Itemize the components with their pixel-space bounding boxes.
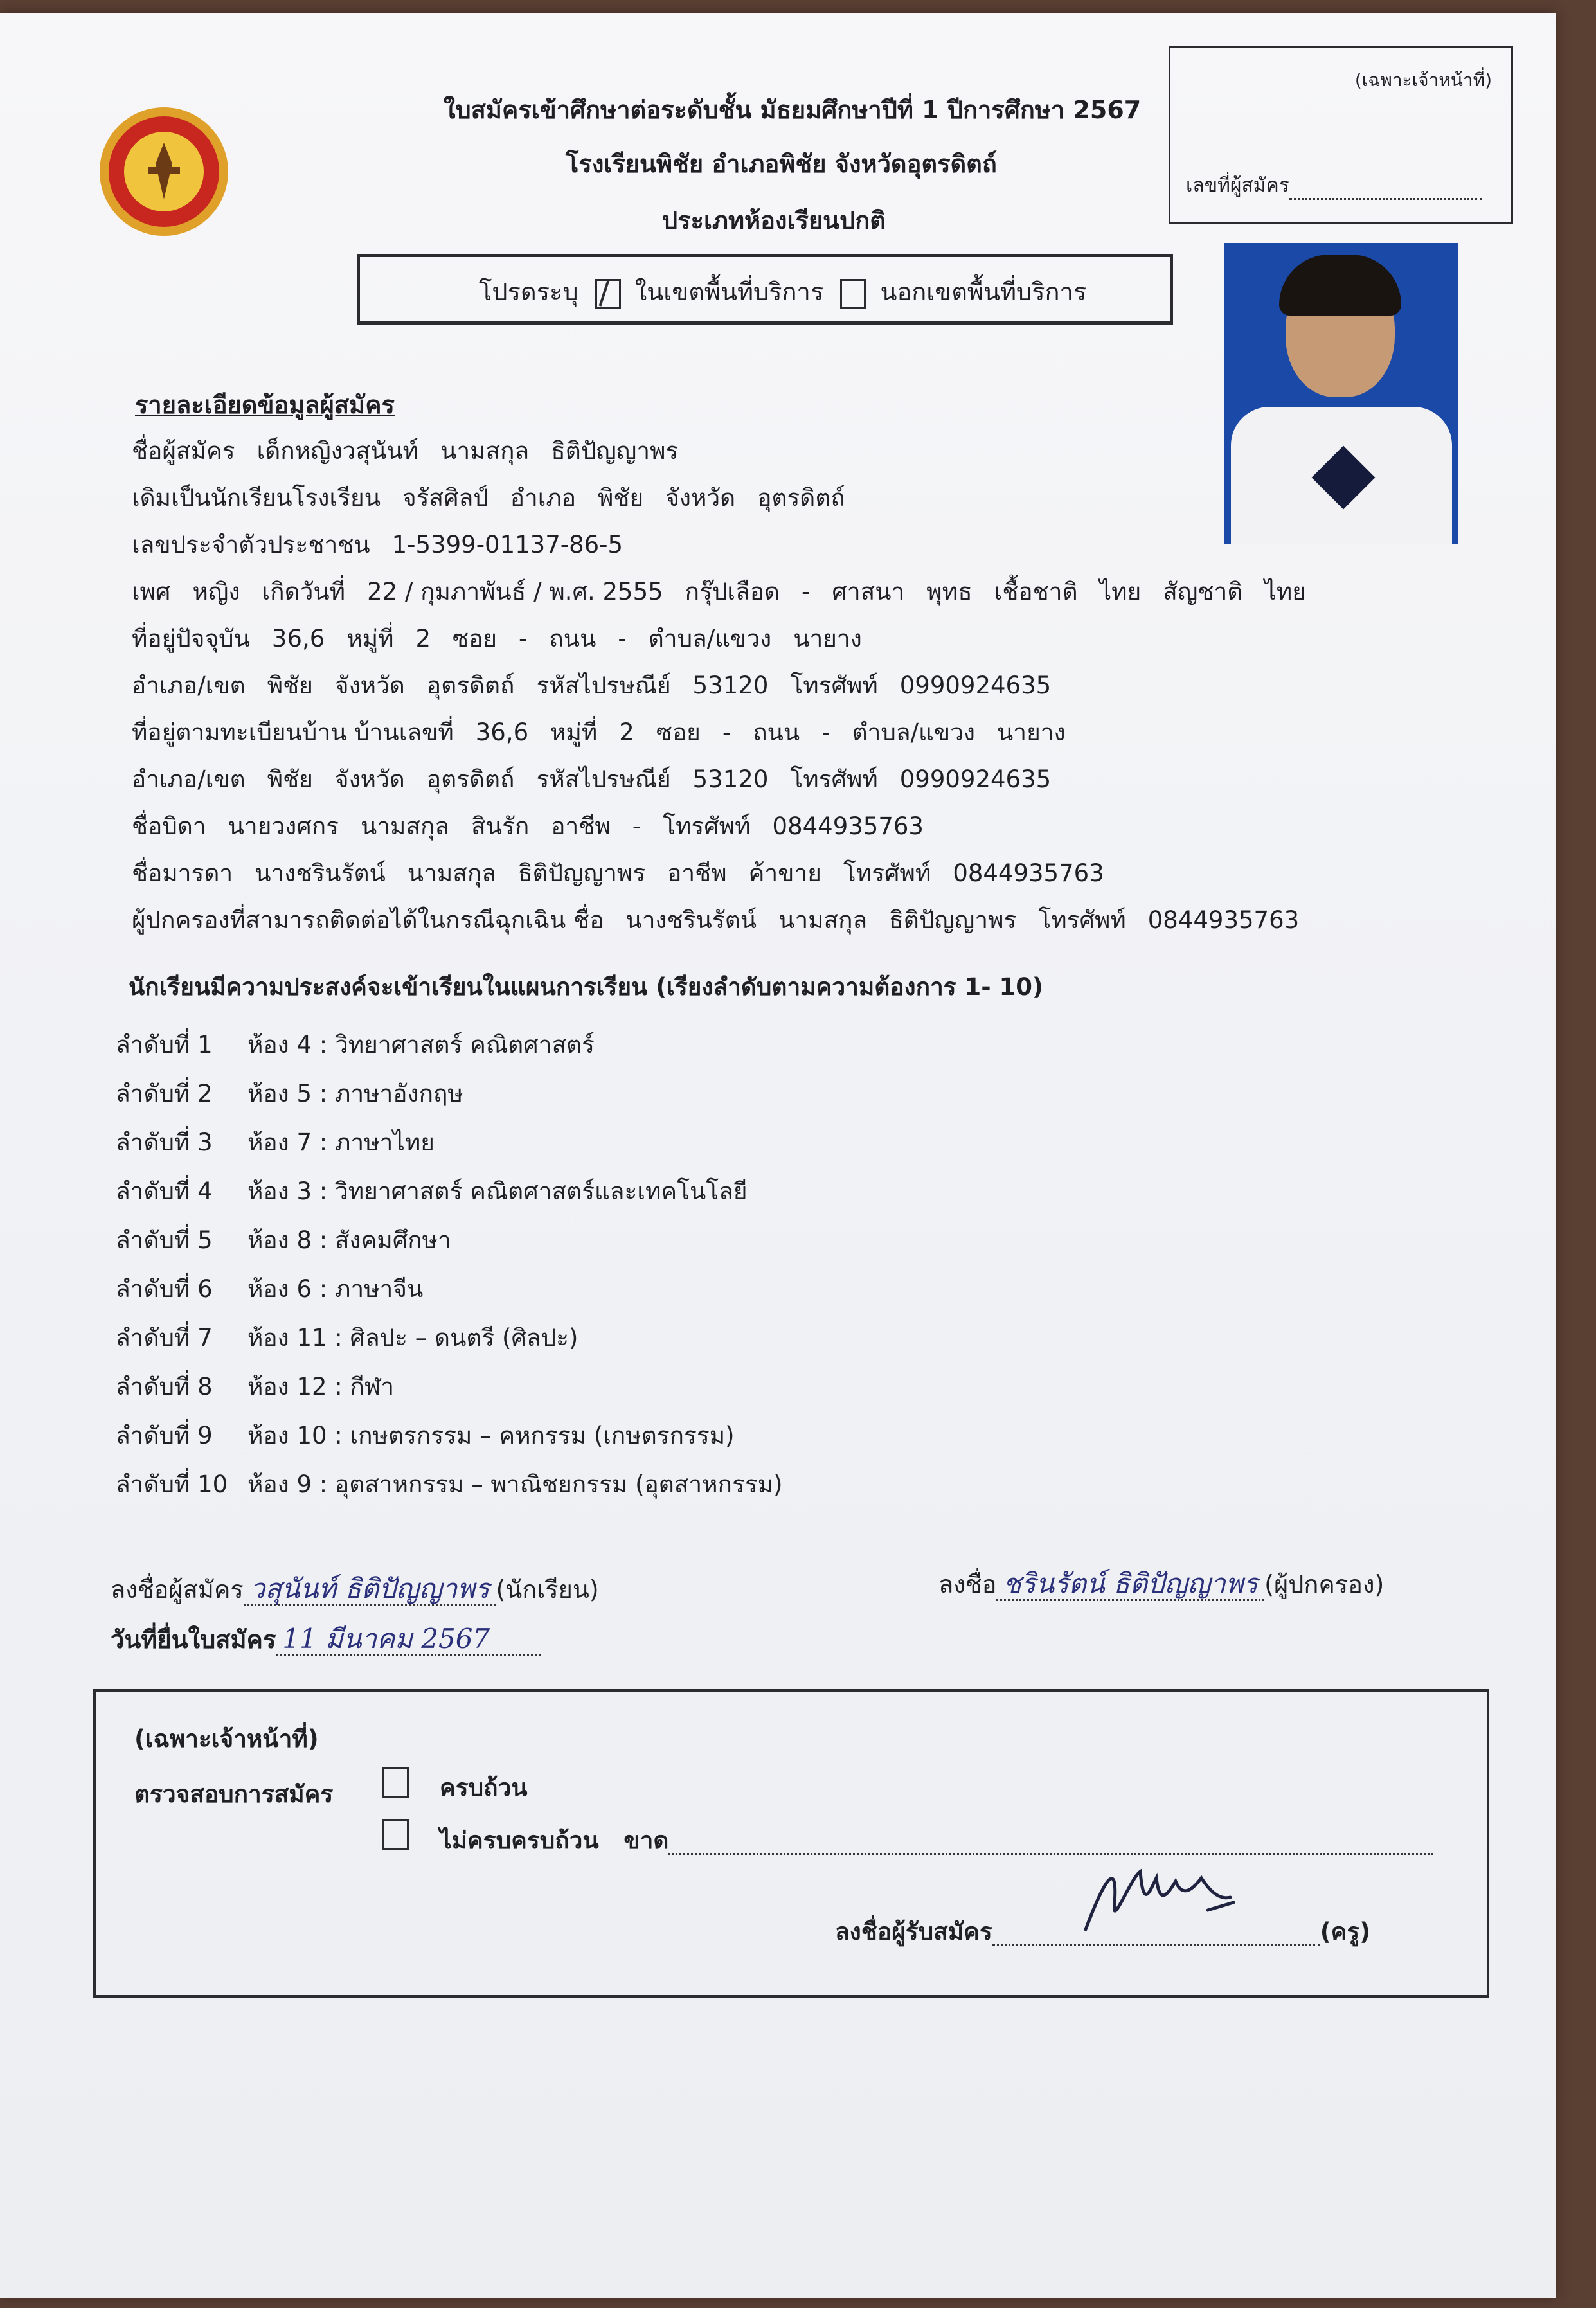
official-check-box xyxy=(93,1689,1489,1998)
applicant-signature: วสุนันท์ ธิติปัญญาพร xyxy=(244,1573,496,1606)
parent-signature: ชรินรัตน์ ธิติปัญญาพร xyxy=(996,1568,1264,1601)
application-form-paper xyxy=(0,13,1556,2298)
row-address: ที่อยู่ปัจจุบัน 36,6 หมู่ที่ 2 ซอย - ถนน - ตำบล/แขวง นายาง xyxy=(132,625,862,652)
official-title: (เฉพาะเจ้าหน้าที่) xyxy=(134,1725,319,1753)
row-personal: เพศ หญิง เกิดวันที่ 22 / กุมภาพันธ์ / พ.ศ. 2555 กรุ๊ปเลือด - ศาสนา พุทธ เชื้อชาติ ไทย สัญชาติ ไทย xyxy=(132,578,1306,605)
pref-row xyxy=(116,1167,783,1216)
pref-row xyxy=(116,1216,783,1265)
pref-room: ห้อง 4 : วิทยาศาสตร์ คณิตศาสตร์ xyxy=(247,1031,595,1059)
submission-date: 11 มีนาคม 2567 xyxy=(276,1623,541,1656)
receiver-line: ลงชื่อผู้รับสมัคร (ครู) xyxy=(835,1918,1371,1946)
complete-checkbox[interactable] xyxy=(382,1767,409,1798)
school-logo xyxy=(96,103,231,241)
pref-order: ลำดับที่ 1 xyxy=(116,1031,213,1059)
applicant-no-label: เลขที่ผู้สมัคร xyxy=(1186,172,1482,200)
applicant-photo xyxy=(1224,243,1458,544)
pref-row xyxy=(116,1363,783,1411)
area-select-label: โปรดระบุ xyxy=(479,278,578,306)
pref-room: ห้อง 10 : เกษตรกรรม – คหกรรม (เกษตรกรรม) xyxy=(247,1422,735,1449)
pref-row xyxy=(116,1460,783,1509)
date-line: วันที่ยื่นใบสมัคร 11 มีนาคม 2567 xyxy=(111,1625,541,1654)
pref-row xyxy=(116,1411,783,1460)
parent-signature-line: ลงชื่อ ชรินรัตน์ ธิติปัญญาพร (ผู้ปกครอง) xyxy=(938,1570,1384,1598)
inside-area-label: ในเขตพื้นที่บริการ xyxy=(634,278,824,306)
pref-row xyxy=(116,1265,783,1314)
pref-order: ลำดับที่ 2 xyxy=(116,1080,213,1107)
pref-order: ลำดับที่ 9 xyxy=(116,1422,213,1449)
school-line: โรงเรียนพิชัย อำเภอพิชัย จังหวัดอุตรดิตถ์ xyxy=(566,150,997,178)
prefs-list xyxy=(116,1021,783,1509)
row-id: เลขประจำตัวประชาชน 1-5399-01137-86-5 xyxy=(132,531,623,559)
row-prev-school: เดิมเป็นนักเรียนโรงเรียน จรัสศิลป์ อำเภอ พิชัย จังหวัด อุตรดิตถ์ xyxy=(132,484,845,512)
class-type: ประเภทห้องเรียนปกติ xyxy=(662,206,886,235)
pref-order: ลำดับที่ 7 xyxy=(116,1324,213,1352)
pref-order: ลำดับที่ 4 xyxy=(116,1177,213,1205)
details-section-title: รายละเอียดข้อมูลผู้สมัคร xyxy=(135,391,395,419)
prefs-title: นักเรียนมีความประสงค์จะเข้าเรียนในแผนการเรียน (เรียงลำดับตามความต้องการ 1- 10) xyxy=(129,973,1043,1001)
pref-order: ลำดับที่ 6 xyxy=(116,1275,213,1303)
check-label: ตรวจสอบการสมัคร xyxy=(134,1780,334,1808)
pref-order: ลำดับที่ 5 xyxy=(116,1226,213,1254)
pref-order: ลำดับที่ 10 xyxy=(116,1471,228,1498)
outside-area-label: นอกเขตพื้นที่บริการ xyxy=(880,278,1087,306)
pref-row xyxy=(116,1069,783,1118)
pref-row xyxy=(116,1314,783,1363)
row-address-2: อำเภอ/เขต พิชัย จังหวัด อุตรดิตถ์ รหัสไปรษณีย์ 53120 โทรศัพท์ 0990924635 xyxy=(132,672,1052,699)
pref-room: ห้อง 8 : สังคมศึกษา xyxy=(247,1226,451,1254)
row-name: ชื่อผู้สมัคร เด็กหญิงวสุนันท์ นามสกุล ธิติปัญญาพร xyxy=(132,437,679,465)
area-select-box xyxy=(357,254,1173,325)
pref-room: ห้อง 5 : ภาษาอังกฤษ xyxy=(247,1080,463,1107)
pref-room: ห้อง 3 : วิทยาศาสตร์ คณิตศาสตร์และเทคโนโลยี xyxy=(247,1177,748,1205)
applicant-signature-line: ลงชื่อผู้สมัคร วสุนันท์ ธิติปัญญาพร (นักเรียน) xyxy=(111,1575,599,1604)
row-reg-address: ที่อยู่ตามทะเบียนบ้าน บ้านเลขที่ 36,6 หมู่ที่ 2 ซอย - ถนน - ตำบล/แขวง นายาง xyxy=(132,719,1066,746)
pref-row xyxy=(116,1021,783,1069)
pref-room: ห้อง 6 : ภาษาจีน xyxy=(247,1275,424,1303)
pref-row xyxy=(116,1118,783,1167)
pref-room: ห้อง 9 : อุตสาหกรรม – พาณิชยกรรม (อุตสาหกรรม) xyxy=(247,1471,783,1498)
inside-area-checkbox[interactable] xyxy=(595,279,621,309)
complete-label: ครบถ้วน xyxy=(440,1774,528,1802)
office-use-box xyxy=(1169,46,1513,224)
form-title: ใบสมัครเข้าศึกษาต่อระดับชั้น มัธยมศึกษาปีที่ 1 ปีการศึกษา 2567 xyxy=(444,96,1142,124)
pref-room: ห้อง 12 : กีฬา xyxy=(247,1373,394,1400)
row-mother: ชื่อมารดา นางชรินรัตน์ นามสกุล ธิติปัญญาพร อาชีพ ค้าขาย โทรศัพท์ 0844935763 xyxy=(132,859,1104,887)
office-use-label: (เฉพาะเจ้าหน้าที่) xyxy=(1354,69,1492,91)
row-guardian: ผู้ปกครองที่สามารถติดต่อได้ในกรณีฉุกเฉิน ชื่อ นางชรินรัตน์ นามสกุล ธิติปัญญาพร โทรศัพท์ 0844935763 xyxy=(132,906,1300,934)
pref-room: ห้อง 7 : ภาษาไทย xyxy=(247,1129,435,1156)
outside-area-checkbox[interactable] xyxy=(840,279,866,309)
row-reg-address-2: อำเภอ/เขต พิชัย จังหวัด อุตรดิตถ์ รหัสไปรษณีย์ 53120 โทรศัพท์ 0990924635 xyxy=(132,765,1052,793)
pref-order: ลำดับที่ 3 xyxy=(116,1129,213,1156)
incomplete-label: ไม่ครบครบถ้วน ขาด xyxy=(440,1827,1433,1855)
row-father: ชื่อบิดา นายวงศกร นามสกุล สินรัก อาชีพ - โทรศัพท์ 0844935763 xyxy=(132,812,924,840)
pref-order: ลำดับที่ 8 xyxy=(116,1373,213,1400)
incomplete-checkbox[interactable] xyxy=(382,1819,409,1850)
pref-room: ห้อง 11 : ศิลปะ – ดนตรี (ศิลปะ) xyxy=(247,1324,578,1352)
